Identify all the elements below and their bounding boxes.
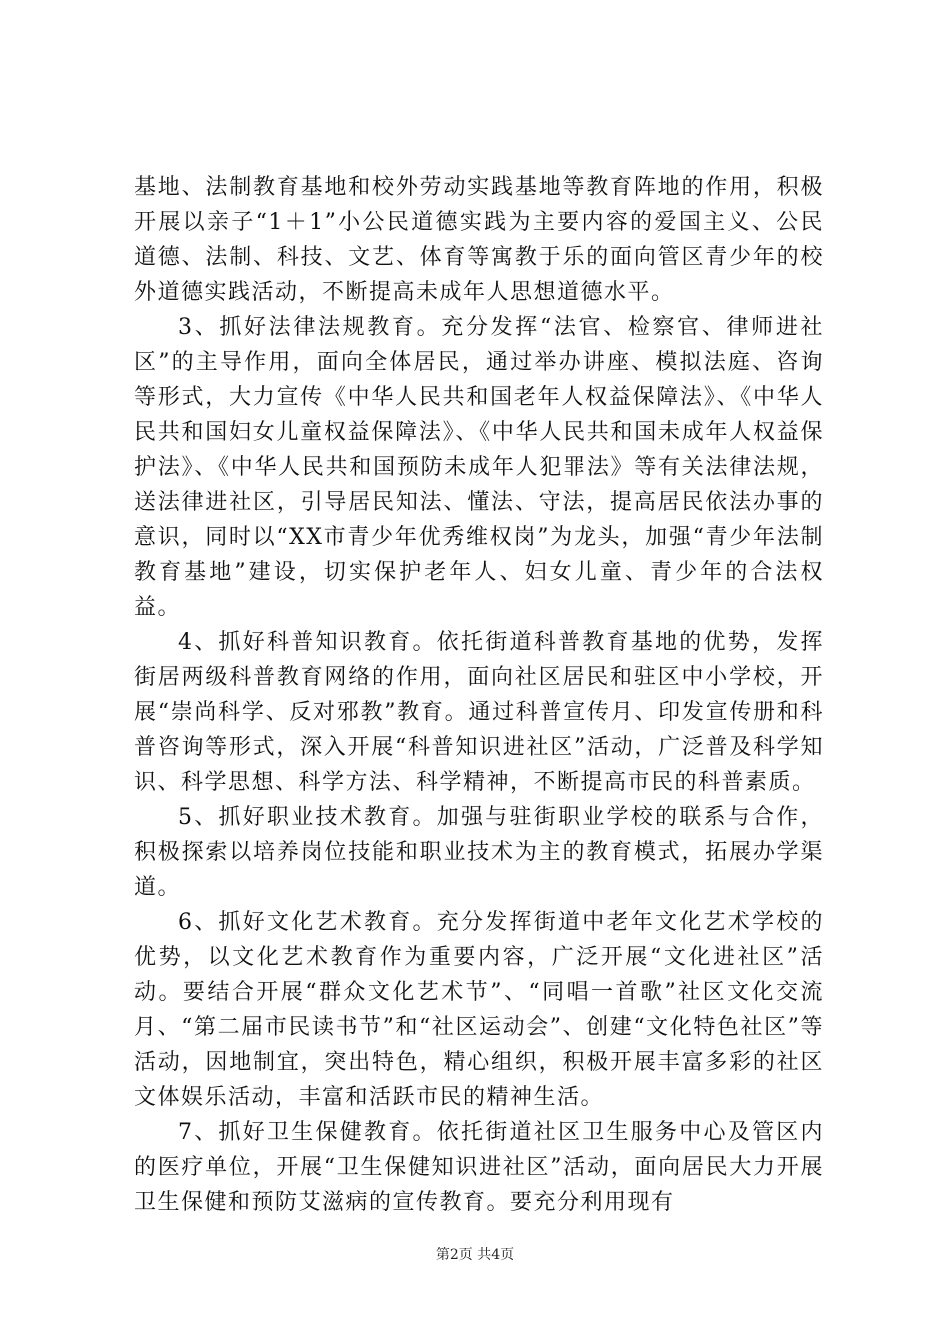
paragraph-legal-education: 3、抓好法律法规教育。充分发挥“法官、检察官、律师进社区”的主导作用，面向全体居民，通过举办讲座、模拟法庭、咨询等形式，大力宣传《中华人民共和国老年人权益保障法》、《中华人民共和国妇女儿童权益保障法》、《中华人民共和国未成年人权益保护法》、《中华人民共和国预防未成年人犯罪法》等有关法律法规，送法律进社区，引导居民知法、懂法、守法，提高居民依法办事的意识，同时以“XX市青少年优秀维权岗”为龙头，加强“青少年法制教育基地”建设，切实保护老年人、妇女儿童、青少年的合法权益。 (134, 315, 824, 620)
paragraph-science-education: 4、抓好科普知识教育。依托街道科普教育基地的优势，发挥街居两级科普教育网络的作用，面向社区居民和驻区中小学校，开展“崇尚科学、反对邪教”教育。通过科普宣传月、印发宣传册和科普咨询等形式，深入开展“科普知识进社区”活动，广泛普及科学知识、科学思想、科学方法、科学精神，不断提高市民的科普素质。 (134, 630, 824, 795)
paragraph-vocational-education: 5、抓好职业技术教育。加强与驻街职业学校的联系与合作，积极探索以培养岗位技能和职业技术为主的教育模式，拓展办学渠道。 (134, 805, 824, 900)
paragraph-continuation: 基地、法制教育基地和校外劳动实践基地等教育阵地的作用，积极开展以亲子“1＋1”小公民道德实践为主要内容的爱国主义、公民道德、法制、科技、文艺、体育等寓教于乐的面向管区青少年的校外道德实践活动，不断提高未成年人思想道德水平。 (134, 175, 824, 305)
paragraph-health-education: 7、抓好卫生保健教育。依托街道社区卫生服务中心及管区内的医疗单位，开展“卫生保健知识进社区”活动，面向居民大力开展卫生保健和预防艾滋病的宣传教育。要充分利用现有 (134, 1120, 824, 1215)
document-body (134, 170, 824, 1220)
paragraph-arts-education: 6、抓好文化艺术教育。充分发挥街道中老年文化艺术学校的优势，以文化艺术教育作为重要内容，广泛开展“文化进社区”活动。要结合开展“群众文化艺术节”、“同唱一首歌”社区文化交流月、“第二届市民读书节”和“社区运动会”、创建“文化特色社区”等活动，因地制宜，突出特色，精心组织，积极开展丰富多彩的社区文体娱乐活动，丰富和活跃市民的精神生活。 (134, 910, 824, 1110)
page-number-footer: 第2页 共4页 (435, 1247, 515, 1263)
